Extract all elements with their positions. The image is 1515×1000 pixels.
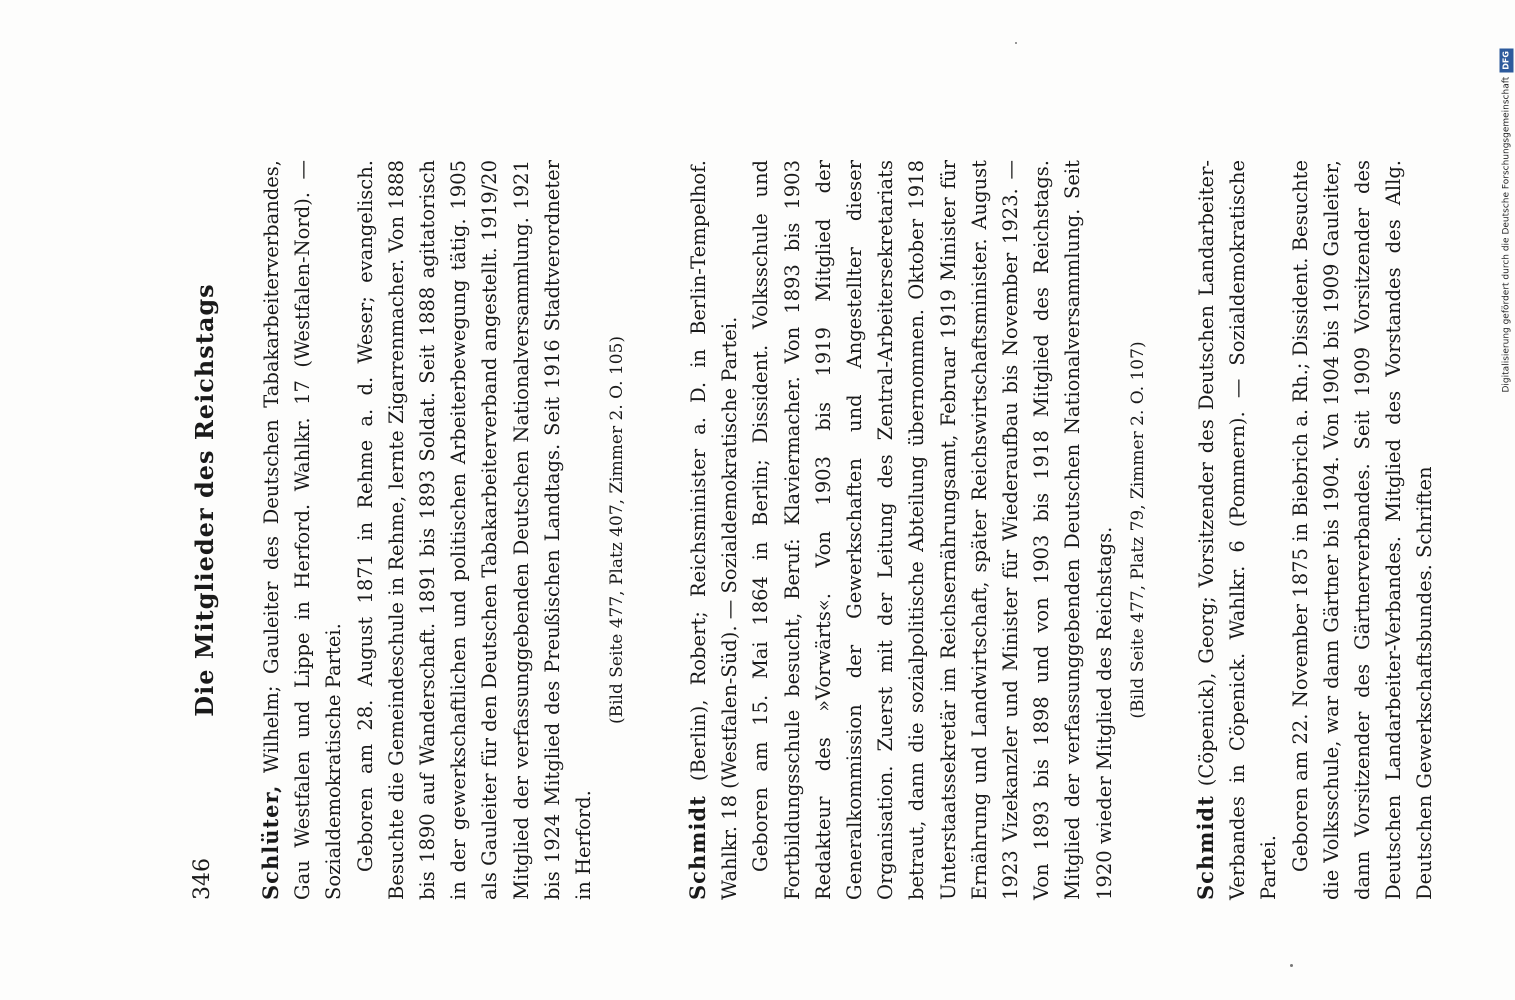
digitization-note-text: Digitalisierung gefördert durch die Deutsche Forschungsgemeinschaft (1501, 76, 1512, 393)
entry-intro-text: Wilhelm; Gauleiter des Deutschen Tabakarbeiterverbandes, Gau Westfalen und Lippe in Herford. Wahlkr. 17 (Westfalen-Nord). — Sozialdemokratische Partei. (260, 160, 346, 900)
entry-body: Geboren am 15. Mai 1864 in Berlin; Dissident. Volksschule und Fortbildungsschule besucht, Beruf: Klaviermacher. Von 1893 bis 1903 Redakteur des »Vorwärts«. Von 1903 bis 1919 Mitglied der Generalkommission der Gewerkschaften und Angestellter dieser Organisation. Zuerst mit der Leitung des Zentral-Arbeitersekretariats betraut, dann die sozialpolitische Abteilung übernommen. Oktober 1918 Unterstaatssekretär im Reichsernährungsamt, Februar 1919 Minister für Ernährung und Landwirtschaft, später Reichswirtschaftsminister. August 1923 Vizekanzler und Minister für Wiederaufbau bis November 1923. — Von 1893 bis 1898 und von 1903 bis 1918 Mitglied des Reichstags. Mitglied der verfassunggebenden Deutschen Nationalversammlung. Seit 1920 wieder Mitglied des Reichstags. (749, 160, 1116, 900)
page-number: 346 (190, 858, 215, 900)
digitization-note (1500, 8, 1514, 393)
page-header (190, 40, 230, 960)
member-name: Schmidt (1193, 795, 1218, 900)
running-title: Die Mitglieder des Reichstags (190, 283, 219, 717)
scan-speck (1015, 42, 1017, 44)
entry-intro-text: (Berlin), Robert; Reichsminister a. D. in Berlin-Tempelhof. Wahlkr. 18 (Westfalen-Süd). — Sozialdemokratische Partei. (687, 160, 742, 900)
biography-entry (1190, 160, 1441, 900)
entry-intro (682, 160, 745, 900)
entry-body: Geboren am 28. August 1871 in Rehme a. d. Weser; evangelisch. Besuchte die Gemeindeschule in Rehme, lernte Zigarrenmacher. Von 1888 bis 1890 auf Wanderschaft. 1891 bis 1893 Soldat. Seit 1888 agitatorisch in der gewerkschaftlichen und politischen Arbeiterbewegung tätig. 1905 als Gauleiter für den Deutschen Tabakarbeiterverband angestellt. 1919/20 Mitglied der verfassunggebenden Deutschen Nationalversammlung. 1921 bis 1924 Mitglied des Preußischen Landtags. Seit 1916 Stadtverordneter in Herford. (353, 160, 596, 900)
entry-intro-text: (Cöpenick), Georg; Vorsitzender des Deutschen Landarbeiter-Verbandes in Cöpenick. Wahlkr. 6 (Pommern). — Sozialdemokratische Partei. (1195, 160, 1281, 900)
biography-entry (682, 160, 1150, 900)
scan-speck (1290, 964, 1293, 967)
member-name: Schmidt (685, 795, 710, 900)
dfg-logo: DFG (1500, 48, 1514, 73)
biography-entry (255, 160, 629, 900)
digitization-banner (1499, 8, 1513, 393)
member-name: Schlüter, (258, 784, 283, 900)
picture-reference: (Bild Seite 477, Platz 407, Zimmer 2. O. 105) (607, 336, 628, 724)
entry-body: Geboren am 22. November 1875 in Biebrich a. Rh.; Dissident. Besuchte die Volksschule, war dann Gärtner bis 1904. Von 1904 bis 1909 Gauleiter, dann Vorsitzender des Gärtnerverbandes. Seit 1909 Vorsitzender des Deutschen Landarbeiter-Verbandes. Mitglied des Vorstandes des Allg. Deutschen Gewerkschaftsbundes. Schriften (1288, 160, 1437, 900)
entry-intro (255, 160, 350, 900)
rotated-book-page (100, 40, 1437, 960)
entry-intro (1190, 160, 1285, 900)
picture-reference: (Bild Seite 477, Platz 79, Zimmer 2. O. 107) (1127, 341, 1148, 719)
